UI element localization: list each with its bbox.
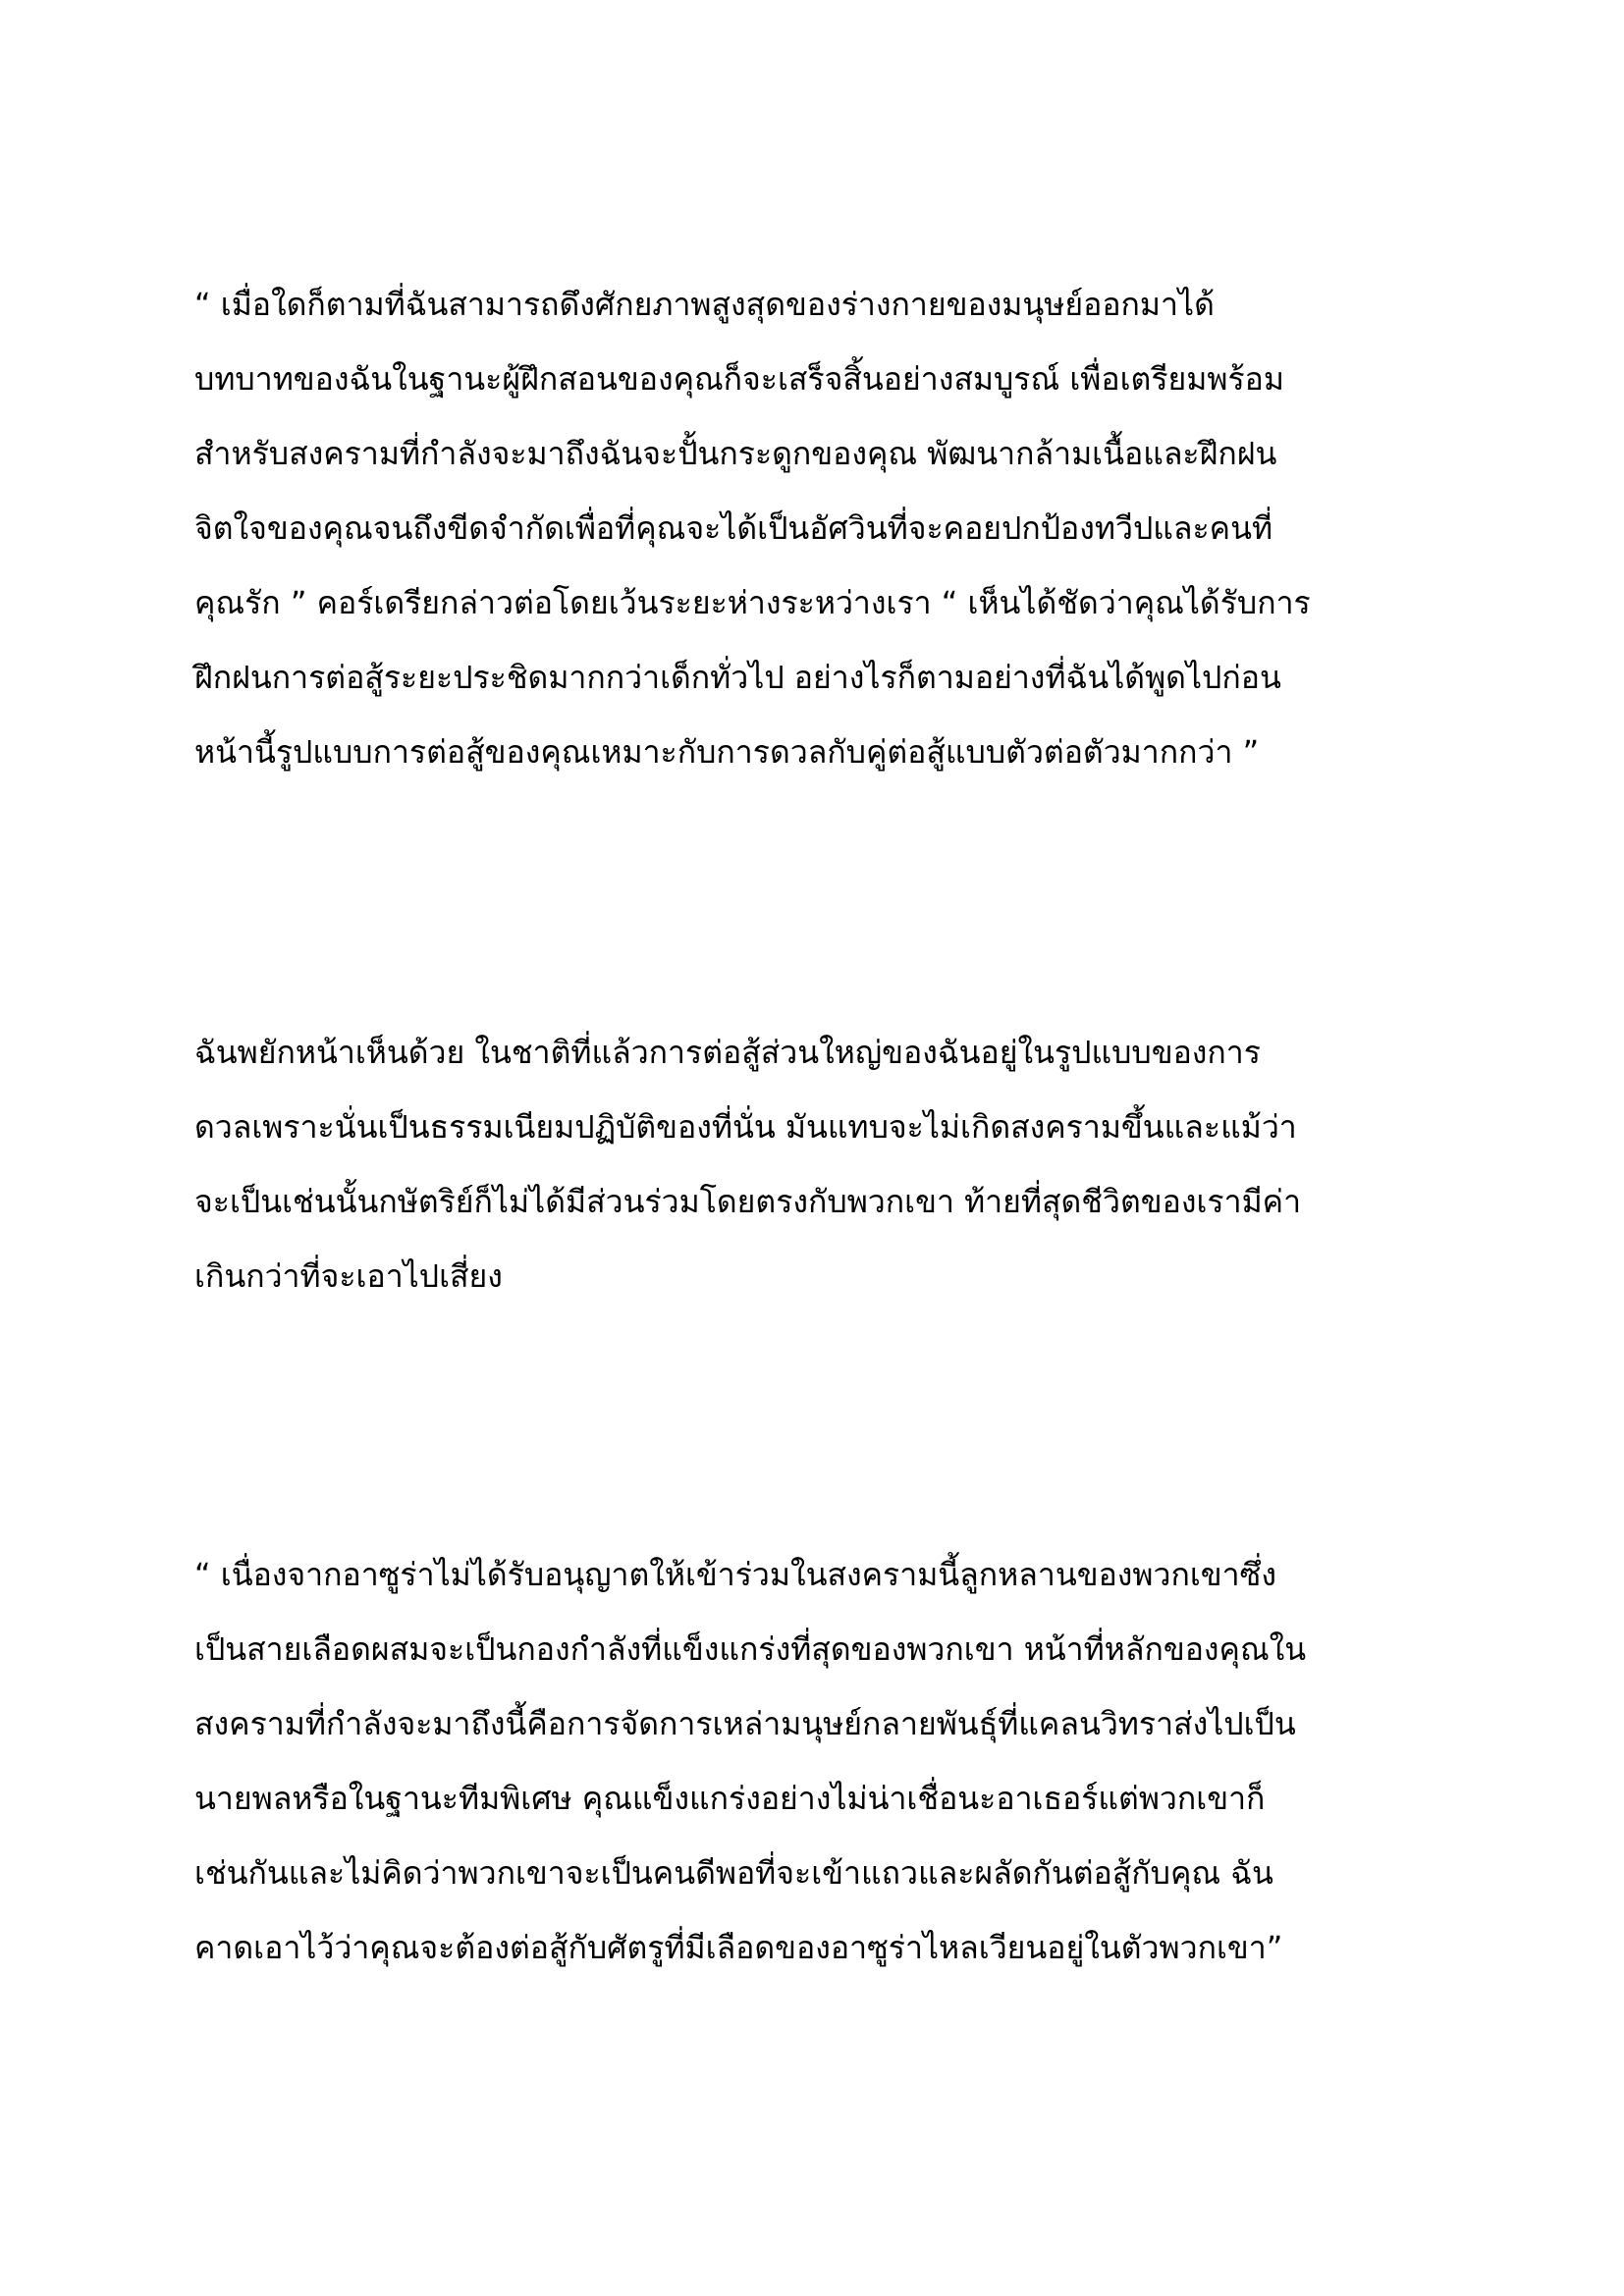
text-line: ฉันพยักหน้าเห็นด้วย ในชาติที่แล้วการต่อสู้ส่วนใหญ่ของฉันอยู่ในรูปแบบของการ — [194, 1034, 1261, 1071]
text-line: จะเป็นเช่นนั้นกษัตริย์ก็ไม่ได้มีส่วนร่วมโดยตรงกับพวกเขา ท้ายที่สุดชีวิตของเรามีค่า — [194, 1183, 1302, 1220]
text-line: สงครามที่กำลังจะมาถึงนี้คือการจัดการเหล่ามนุษย์กลายพันธุ์ที่แคลนวิทราส่งไปเป็น — [194, 1705, 1296, 1742]
text-line: เป็นสายเลือดผสมจะเป็นกองกำลังที่แข็งแกร่งที่สุดของพวกเขา หน้าที่หลักของคุณใน — [194, 1630, 1307, 1668]
paragraph-3 — [194, 1537, 1471, 1985]
text-line: ดวลเพราะนั่นเป็นธรรมเนียมปฏิบัติของที่นั่น มันแทบจะไม่เกิดสงครามขึ้นและแม้ว่า — [194, 1108, 1297, 1146]
text-line: หน้านี้รูปแบบการต่อสู้ของคุณเหมาะกับการดวลกับคู่ต่อสู้แบบตัวต่อตัวมากกว่า ” — [194, 733, 1260, 771]
text-line: นายพลหรือในฐานะทีมพิเศษ คุณแข็งแกร่งอย่างไม่น่าเชื่อนะอาเธอร์แต่พวกเขาก็ — [194, 1780, 1266, 1817]
text-line: เช่นกันและไม่คิดว่าพวกเขาจะเป็นคนดีพอที่จะเข้าแถวและผลัดกันต่อสู้กับคุณ ฉัน — [194, 1854, 1273, 1892]
text-line: เกินกว่าที่จะเอาไปเสี่ยง — [194, 1257, 503, 1295]
text-line: คุณรัก ” คอร์เดรียกล่าวต่อโดยเว้นระยะห่างระหว่างเรา “ เห็นได้ชัดว่าคุณได้รับการ — [194, 584, 1311, 621]
text-line: สำหรับสงครามที่กำลังจะมาถึงฉันจะปั้นกระดูกของคุณ พัฒนากล้ามเนื้อและฝึกฝน — [194, 435, 1277, 472]
text-line: จิตใจของคุณจนถึงขีดจำกัดเพื่อที่คุณจะได้เป็นอัศวินที่จะคอยปกป้องทวีปและคนที่ — [194, 509, 1273, 547]
text-line: ฝึกฝนการต่อสู้ระยะประชิดมากกว่าเด็กทั่วไป อย่างไรก็ตามอย่างที่ฉันได้พูดไปก่อน — [194, 659, 1281, 696]
text-line: บทบาทของฉันในฐานะผู้ฝึกสอนของคุณก็จะเสร็จสิ้นอย่างสมบูรณ์ เพื่อเตรียมพร้อม — [194, 360, 1284, 398]
text-line: “ เมื่อใดก็ตามที่ฉันสามารถดึงศักยภาพสูงสุดของร่างกายของมนุษย์ออกมาได้ — [194, 286, 1215, 323]
text-line: คาดเอาไว้ว่าคุณจะต้องต่อสู้กับศัตรูที่มีเลือดของอาซูร่าไหลเวียนอยู่ในตัวพวกเขา” — [194, 1929, 1283, 1966]
text-line: “ เนื่องจากอาซูร่าไม่ได้รับอนุญาตให้เข้าร่วมในสงครามนี้ลูกหลานของพวกเขาซึ่ง — [194, 1556, 1276, 1593]
paragraph-1 — [194, 267, 1471, 789]
paragraph-2 — [194, 1015, 1471, 1313]
